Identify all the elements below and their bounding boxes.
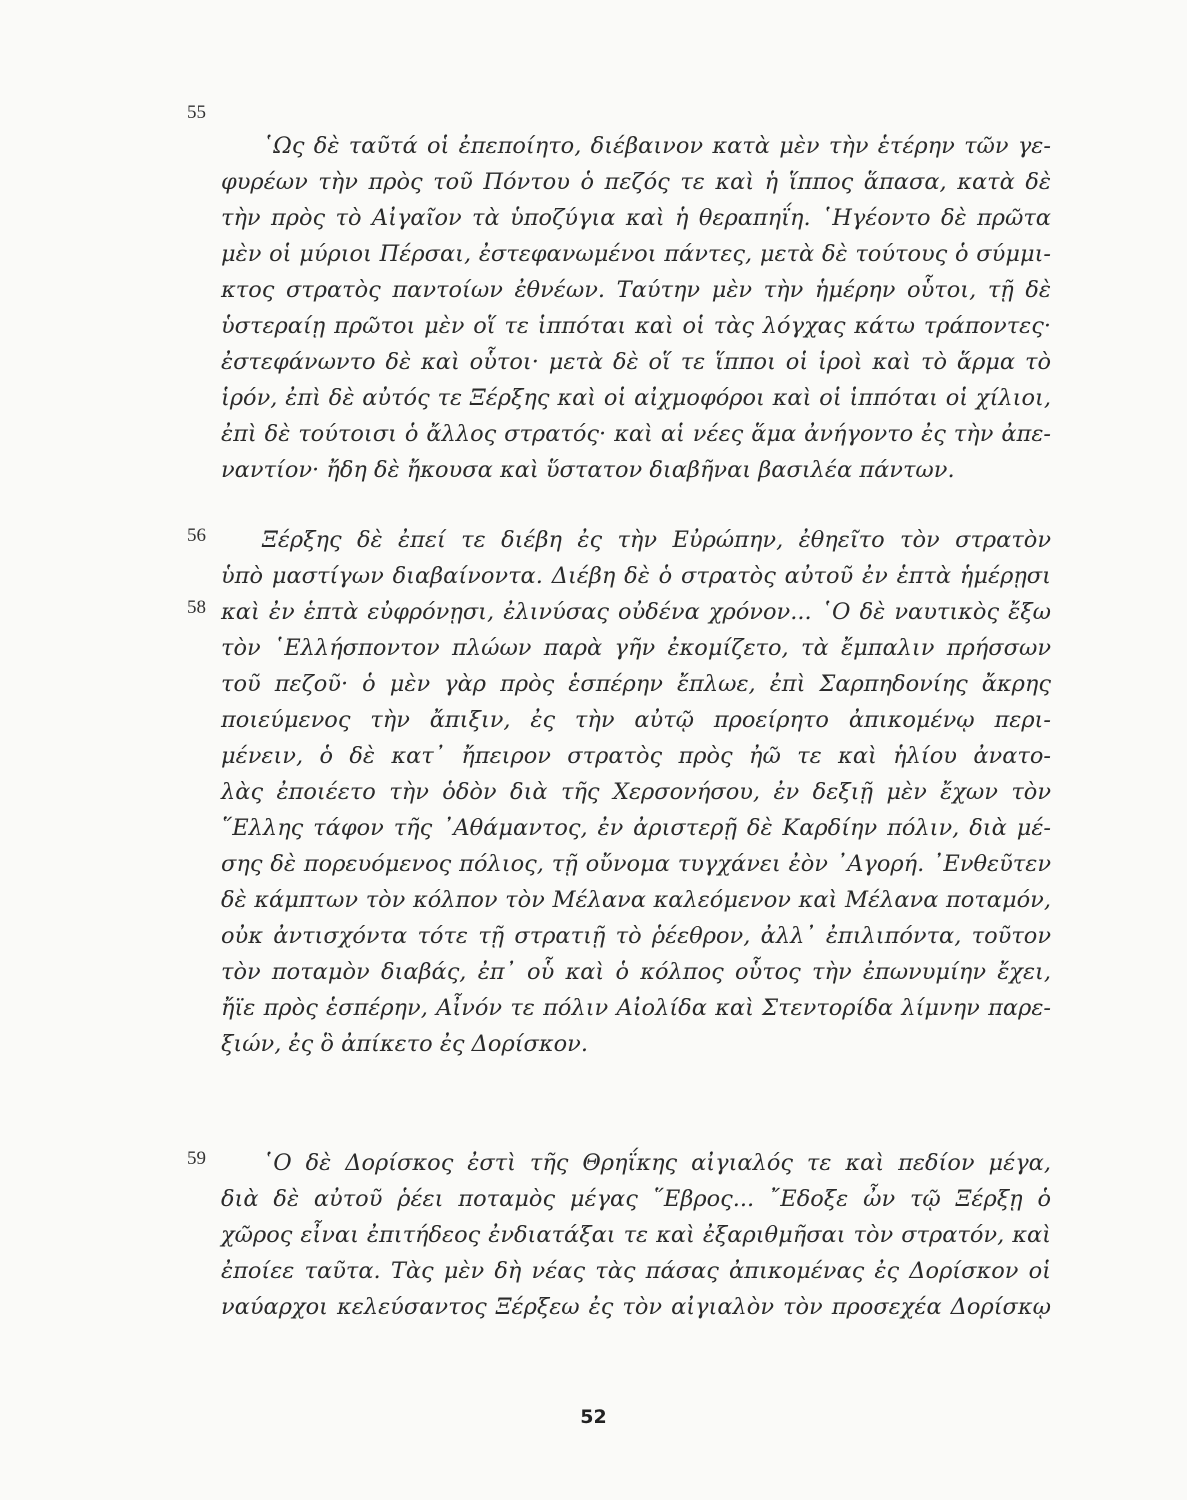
text-line: καὶ ἐν ἑπτὰ εὐφρόνῃσι, ἐλινύσας οὐδένα χρόνον... ῾Ο δὲ ναυτικὸς ἔξω bbox=[221, 599, 1051, 625]
page-number: 52 bbox=[580, 1406, 607, 1428]
text-line: οὐκ ἀντισχόντα τότε τῇ στρατιῇ τὸ ῥέεθρον, ἀλλ᾿ ἐπιλιπόντα, τοῦτον bbox=[221, 923, 1051, 949]
text-line: σης δὲ πορευόμενος πόλιος, τῇ οὔνομα τυγχάνει ἐὸν ᾿Αγορή. ᾿Ενθεῦτεν bbox=[221, 851, 1051, 877]
text-line: ναύαρχοι κελεύσαντος Ξέρξεω ἐς τὸν αἰγιαλὸν τὸν προσεχέα Δορίσκῳ bbox=[221, 1294, 1051, 1320]
text-line: ἐπὶ δὲ τούτοισι ὁ ἄλλος στρατός· καὶ αἱ νέες ἅμα ἀνήγοντο ἐς τὴν ἀπε- bbox=[221, 421, 1051, 447]
text-line: ναντίον· ἤδη δὲ ἤκουσα καὶ ὕστατον διαβῆναι βασιλέα πάντων. bbox=[221, 457, 955, 483]
section-number: 59 bbox=[187, 1148, 206, 1169]
text-line: ἐστεφάνωντο δὲ καὶ οὗτοι· μετὰ δὲ οἵ τε ἵπποι οἱ ἱροὶ καὶ τὸ ἅρμα τὸ bbox=[221, 349, 1051, 375]
text-line: ῾Ο δὲ Δορίσκος ἐστὶ τῆς Θρηΐκης αἰγιαλός τε καὶ πεδίον μέγα, bbox=[262, 1150, 1051, 1176]
text-line: ἤϊε πρὸς ἑσπέρην, Αἶνόν τε πόλιν Αἰολίδα καὶ Στεντορίδα λίμνην παρε- bbox=[221, 995, 1051, 1021]
section-number: 58 bbox=[187, 597, 206, 618]
text-line: διὰ δὲ αὐτοῦ ῥέει ποταμὸς μέγας ῞Εβρος... ῎Εδοξε ὦν τῷ Ξέρξῃ ὁ bbox=[221, 1186, 1051, 1212]
text-line: ῾Ως δὲ ταῦτά οἱ ἐπεποίητο, διέβαινον κατὰ μὲν τὴν ἑτέρην τῶν γε- bbox=[262, 133, 1051, 159]
text-line: μένειν, ὁ δὲ κατ᾿ ἤπειρον στρατὸς πρὸς ἠῶ τε καὶ ἡλίου ἀνατο- bbox=[221, 743, 1051, 769]
text-line: ποιεύμενος τὴν ἄπιξιν, ἐς τὴν αὐτῷ προείρητο ἀπικομένῳ περι- bbox=[221, 707, 1051, 733]
text-line: λὰς ἐποιέετο τὴν ὁδὸν διὰ τῆς Χερσονήσου, ἐν δεξιῇ μὲν ἔχων τὸν bbox=[221, 779, 1051, 805]
text-line: ξιών, ἐς ὃ ἀπίκετο ἐς Δορίσκον. bbox=[221, 1031, 589, 1057]
text-line: ἐποίεε ταῦτα. Τὰς μὲν δὴ νέας τὰς πάσας ἀπικομένας ἐς Δορίσκον οἱ bbox=[221, 1258, 1051, 1284]
text-line: τὴν πρὸς τὸ Αἰγαῖον τὰ ὑποζύγια καὶ ἡ θεραπηΐη. ῾Ηγέοντο δὲ πρῶτα bbox=[221, 205, 1051, 231]
text-line: τὸν ποταμὸν διαβάς, ἐπ᾿ οὗ καὶ ὁ κόλπος οὗτος τὴν ἐπωνυμίην ἔχει, bbox=[221, 959, 1051, 985]
section-number: 55 bbox=[187, 102, 206, 123]
text-line: κτος στρατὸς παντοίων ἐθνέων. Ταύτην μὲν τὴν ἡμέρην οὗτοι, τῇ δὲ bbox=[221, 277, 1051, 303]
text-line: τοῦ πεζοῦ· ὁ μὲν γὰρ πρὸς ἑσπέρην ἔπλωε, ἐπὶ Σαρπηδονίης ἄκρης bbox=[221, 671, 1051, 697]
text-line: ῞Ελλης τάφον τῆς ᾿Αθάμαντος, ἐν ἀριστερῇ δὲ Καρδίην πόλιν, διὰ μέ- bbox=[221, 815, 1051, 841]
text-line: ὑστεραίῃ πρῶτοι μὲν οἵ τε ἱππόται καὶ οἱ τὰς λόγχας κάτω τράποντες· bbox=[221, 313, 1051, 339]
text-line: ἱρόν, ἐπὶ δὲ αὐτός τε Ξέρξης καὶ οἱ αἰχμοφόροι καὶ οἱ ἱππόται οἱ χίλιοι, bbox=[221, 385, 1051, 411]
text-line: τὸν ῾Ελλήσποντον πλώων παρὰ γῆν ἐκομίζετο, τὰ ἔμπαλιν πρήσσων bbox=[221, 635, 1051, 661]
text-line: μὲν οἱ μύριοι Πέρσαι, ἐστεφανωμένοι πάντες, μετὰ δὲ τούτους ὁ σύμμι- bbox=[221, 241, 1051, 267]
text-line: φυρέων τὴν πρὸς τοῦ Πόντου ὁ πεζός τε καὶ ἡ ἵππος ἅπασα, κατὰ δὲ bbox=[221, 169, 1051, 195]
section-number: 56 bbox=[187, 525, 206, 546]
text-line: χῶρος εἶναι ἐπιτήδεος ἐνδιατάξαι τε καὶ ἐξαριθμῆσαι τὸν στρατόν, καὶ bbox=[221, 1222, 1051, 1248]
text-line: ὑπὸ μαστίγων διαβαίνοντα. Διέβη δὲ ὁ στρατὸς αὐτοῦ ἐν ἑπτὰ ἡμέρῃσι bbox=[221, 563, 1051, 589]
text-line: Ξέρξης δὲ ἐπεί τε διέβη ἐς τὴν Εὐρώπην, ἐθηεῖτο τὸν στρατὸν bbox=[262, 527, 1051, 553]
text-line: δὲ κάμπτων τὸν κόλπον τὸν Μέλανα καλεόμενον καὶ Μέλανα ποταμόν, bbox=[221, 887, 1051, 913]
